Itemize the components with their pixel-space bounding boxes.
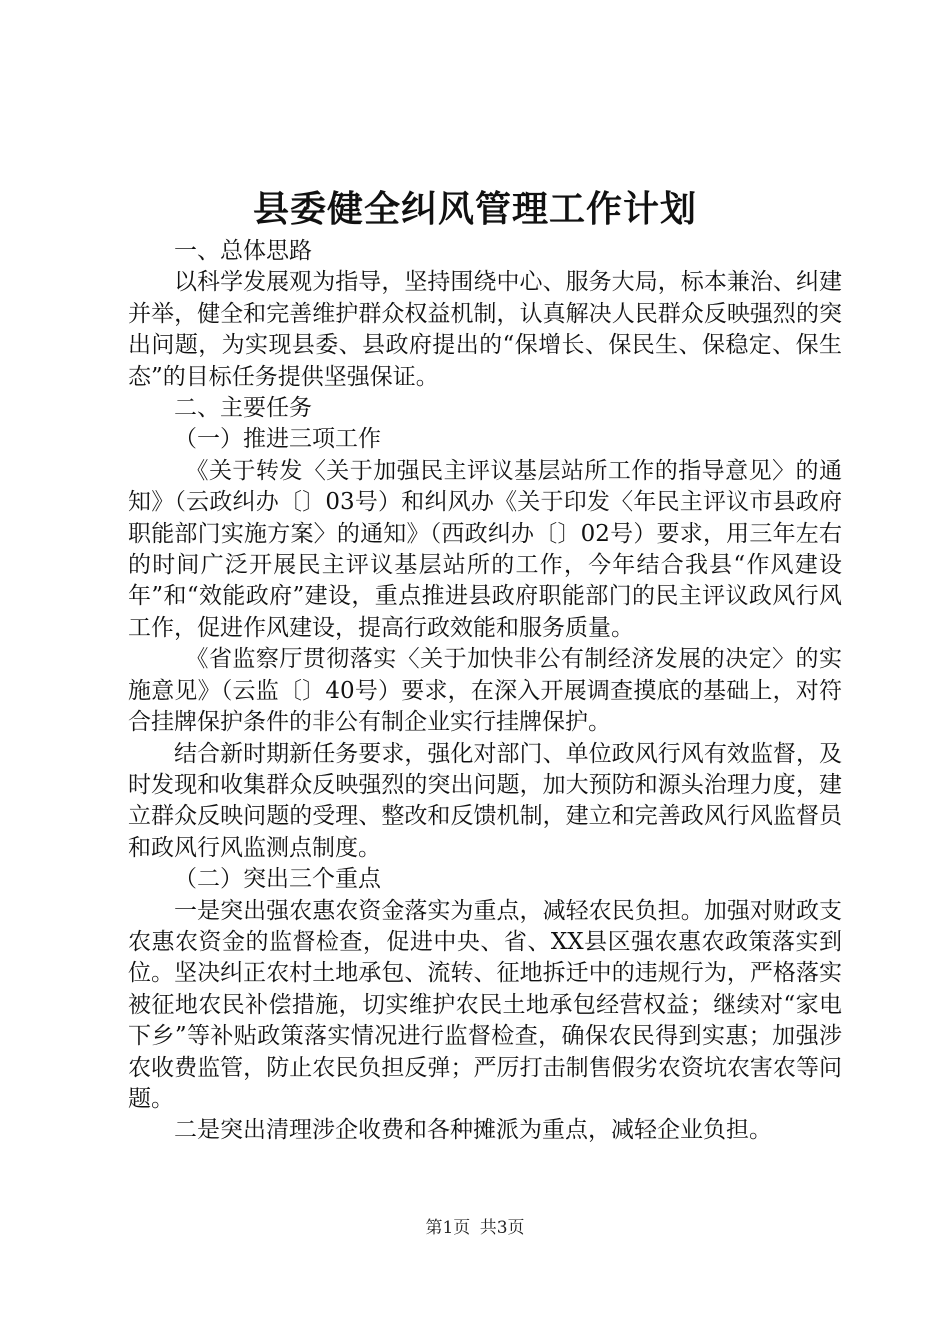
document-title: 县委健全纠风管理工作计划	[252, 189, 697, 230]
section-heading-1: 一、总体思路	[174, 238, 312, 264]
document-body	[128, 236, 842, 1147]
paragraph: 结合新时期新任务要求，强化对部门、单位政风行风有效监督，及时发现和收集群众反映强烈的突出问题，加大预防和源头治理力度，建立群众反映问题的受理、整改和反馈机制，建立和完善政风行风监督员和政风行风监测点制度。	[128, 740, 842, 861]
page-number-current: 第1页	[425, 1218, 471, 1238]
section-heading-2: 二、主要任务	[174, 395, 312, 422]
paragraph: 《省监察厅贯彻落实〈关于加快非公有制经济发展的决定〉的实施意见》（云监〔〕40号）要求，在深入开展调查摸底的基础上，对符合挂牌保护条件的非公有制企业实行挂牌保护。	[128, 646, 842, 736]
paragraph: 以科学发展观为指导，坚持围绕中心、服务大局，标本兼治、纠建并举，健全和完善维护群众权益机制，认真解决人民群众反映强烈的突出问题，为实现县委、县政府提出的“保增长、保民生、保稳定、保生态”的目标任务提供坚强保证。	[128, 269, 842, 390]
paragraph: 《关于转发〈关于加强民主评议基层站所工作的指导意见〉的通知》（云政纠办〔〕03号）和纠风办《关于印发〈年民主评议市县政府职能部门实施方案〉的通知》（西政纠办〔〕02号）要求，用三年左右的时间广泛开展民主评议基层站所的工作，今年结合我县“作风建设年”和“效能政府”建设，重点推进县政府职能部门的民主评议政风行风工作，促进作风建设，提高行政效能和服务质量。	[128, 457, 842, 641]
page-footer	[0, 1216, 950, 1240]
paragraph: 一是突出强农惠农资金落实为重点，减轻农民负担。加强对财政支农惠农资金的监督检查，促进中央、省、XX县区强农惠农政策落实到位。坚决纠正农村土地承包、流转、征地拆迁中的违规行为，严格落实被征地农民补偿措施，切实维护农民土地承包经营权益；继续对“家电下乡”等补贴政策落实情况进行监督检查，确保农民得到实惠；加强涉农收费监管，防止农民负担反弹；严厉打击制售假劣农资坑农害农等问题。	[128, 897, 842, 1112]
subsection-heading-2: （二）突出三个重点	[174, 866, 381, 893]
page-number-total: 共3页	[479, 1218, 525, 1238]
subsection-heading-1: （一）推进三项工作	[174, 426, 381, 453]
paragraph: 二是突出清理涉企收费和各种摊派为重点，减轻企业负担。	[174, 1117, 772, 1144]
